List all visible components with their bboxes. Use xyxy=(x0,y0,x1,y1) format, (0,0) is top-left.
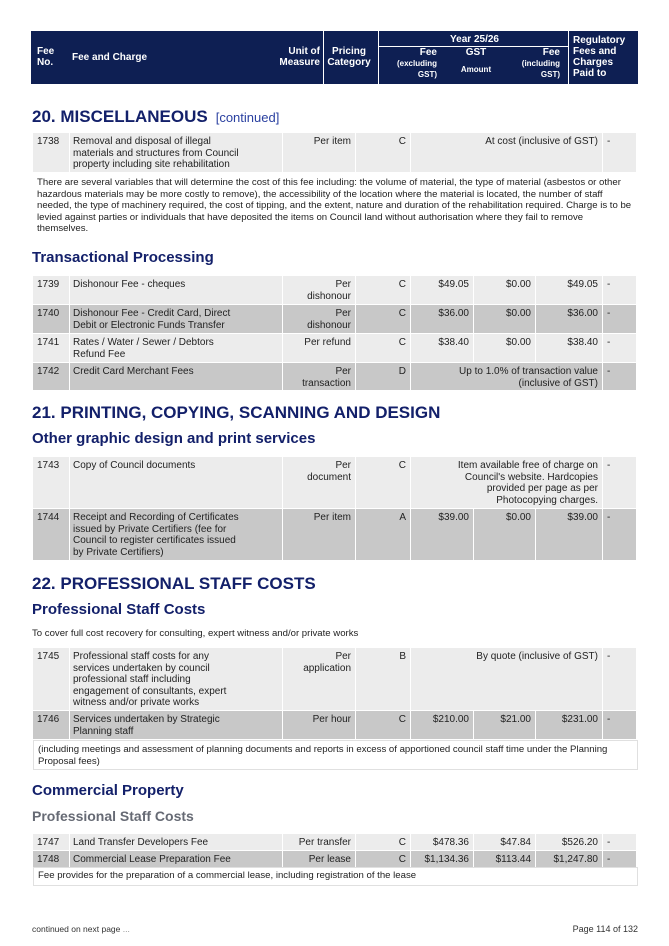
fee-incl-gst: $1,247.80 xyxy=(553,854,598,865)
note-box-1748 xyxy=(33,867,638,886)
hdr-year: Year 25/26 xyxy=(450,34,499,45)
fee-excl-gst: $38.40 xyxy=(438,337,469,348)
note-1748: Fee provides for the preparation of a commercial lease, including registration of the lease xyxy=(38,870,417,881)
pricing-category: C xyxy=(398,714,406,725)
fee-name: Professional staff costs for any services undertaken by council professional staff including engagement of consultants, expert witness and/or private works xyxy=(73,651,227,708)
prof-intro: To cover full cost recovery for consulting, expert witness and/or private works xyxy=(32,628,359,639)
fee-incl-gst: $526.20 xyxy=(561,837,598,848)
table-row xyxy=(33,276,636,304)
gst-amount: $47.84 xyxy=(500,837,531,848)
hdr-gst: GST Amount xyxy=(460,47,492,74)
table-row xyxy=(33,457,636,508)
regulatory-paid-to: - xyxy=(607,136,611,147)
regulatory-paid-to: - xyxy=(607,366,611,377)
unit-of-measure: Per hour xyxy=(312,714,351,725)
unit-of-measure: Per transaction xyxy=(302,366,351,389)
fee-name: Rates / Water / Sewer / Debtors Refund Fee xyxy=(73,337,214,360)
prof-heading: Professional Staff Costs xyxy=(32,601,206,618)
fee-name: Dishonour Fee - cheques xyxy=(73,279,186,290)
gst-amount: $0.00 xyxy=(505,512,531,523)
fee-excl-gst: $478.36 xyxy=(432,837,469,848)
gst-amount: $0.00 xyxy=(505,279,531,290)
fee-no: 1745 xyxy=(37,651,60,662)
hdr-regulatory: Regulatory Fees and Charges Paid to xyxy=(573,35,626,79)
fee-name: Services undertaken by Strategic Planning staff xyxy=(73,714,220,737)
hdr-unit: Unit of Measure xyxy=(279,46,320,68)
table-row xyxy=(33,334,636,362)
fee-no: 1747 xyxy=(37,837,60,848)
fee-no: 1739 xyxy=(37,279,60,290)
table-row xyxy=(33,133,636,172)
fee-incl-gst: $231.00 xyxy=(561,714,598,725)
gst-amount: $0.00 xyxy=(505,337,531,348)
section-21-title: 21. PRINTING, COPYING, SCANNING AND DESIGN xyxy=(32,403,441,422)
hdr-fee-excl: Fee (excluding GST) xyxy=(396,47,437,79)
transactional-heading: Transactional Processing xyxy=(32,249,214,266)
fee-span-text: Item available free of charge on Council's website. Hardcopies provided per page as per Photocopying charges. xyxy=(457,460,598,506)
hdr-fee-incl: Fee (including GST) xyxy=(521,47,560,79)
regulatory-paid-to: - xyxy=(607,854,611,865)
fee-name: Copy of Council documents xyxy=(73,460,196,471)
fee-name: Land Transfer Developers Fee xyxy=(73,837,209,848)
pricing-category: C xyxy=(398,837,406,848)
regulatory-paid-to: - xyxy=(607,837,611,848)
fee-no: 1740 xyxy=(37,308,60,319)
fee-no: 1742 xyxy=(37,366,60,377)
prof2-heading: Professional Staff Costs xyxy=(32,808,194,824)
note-box-1746 xyxy=(33,740,638,770)
unit-of-measure: Per application xyxy=(303,651,351,674)
unit-of-measure: Per document xyxy=(307,460,351,483)
note-1746: (including meetings and assessment of planning documents and reports in excess of apportioned council staff time under the Planning Proposal fees) xyxy=(38,744,608,767)
pricing-category: C xyxy=(398,337,406,348)
fee-incl-gst: $36.00 xyxy=(567,308,598,319)
fee-excl-gst: $49.05 xyxy=(438,279,469,290)
fee-no: 1748 xyxy=(37,854,60,865)
fee-excl-gst: $36.00 xyxy=(438,308,469,319)
table-row xyxy=(33,509,636,560)
unit-of-measure: Per refund xyxy=(304,337,351,348)
pricing-category: C xyxy=(398,136,406,147)
graphic-heading: Other graphic design and print services xyxy=(32,430,316,447)
fee-no: 1741 xyxy=(37,337,60,348)
fee-no: 1743 xyxy=(37,460,60,471)
section-22-title: 22. PROFESSIONAL STAFF COSTS xyxy=(32,574,316,593)
gst-amount: $0.00 xyxy=(505,308,531,319)
pricing-category: A xyxy=(399,512,406,523)
fee-name: Removal and disposal of illegal materials and structures from Council property including site rehabilitation xyxy=(73,136,239,170)
regulatory-paid-to: - xyxy=(607,308,611,319)
fee-excl-gst: $1,134.36 xyxy=(424,854,469,865)
unit-of-measure: Per dishonour xyxy=(307,308,351,331)
table-row xyxy=(33,305,636,333)
hdr-pricing: Pricing Category xyxy=(327,46,371,68)
fee-incl-gst: $49.05 xyxy=(567,279,598,290)
fee-excl-gst: $39.00 xyxy=(438,512,469,523)
hdr-fee-charge: Fee and Charge xyxy=(72,52,148,63)
regulatory-paid-to: - xyxy=(607,460,611,471)
table-header xyxy=(31,31,638,84)
hdr-fee-no: Fee No. xyxy=(37,46,55,68)
regulatory-paid-to: - xyxy=(607,512,611,523)
pricing-category: C xyxy=(398,460,406,471)
regulatory-paid-to: - xyxy=(607,279,611,290)
fee-no: 1744 xyxy=(37,512,60,523)
fee-incl-gst: $38.40 xyxy=(567,337,598,348)
unit-of-measure: Per transfer xyxy=(298,837,351,848)
unit-of-measure: Per dishonour xyxy=(307,279,351,302)
fee-no: 1746 xyxy=(37,714,60,725)
fee-name: Credit Card Merchant Fees xyxy=(73,366,194,377)
fee-name: Dishonour Fee - Credit Card, Direct Debit or Electronic Funds Transfer xyxy=(73,308,231,331)
section-20-title: 20. MISCELLANEOUS [continued] xyxy=(32,107,280,126)
table-row xyxy=(33,851,636,867)
pricing-category: C xyxy=(398,279,406,290)
commercial-heading: Commercial Property xyxy=(32,782,184,799)
fee-incl-gst: $39.00 xyxy=(567,512,598,523)
fee-name: Receipt and Recording of Certificates issued by Private Certifiers (fee for Council to register certificates issued by Private Certifiers) xyxy=(73,512,239,558)
fee-span-text: Up to 1.0% of transaction value (inclusive of GST) xyxy=(459,366,598,389)
regulatory-paid-to: - xyxy=(607,337,611,348)
fee-span-text: By quote (inclusive of GST) xyxy=(476,651,598,662)
pricing-category: B xyxy=(399,651,406,662)
gst-amount: $113.44 xyxy=(495,854,531,865)
table-row xyxy=(33,363,636,390)
page-number: Page 114 of 132 xyxy=(572,924,638,934)
fee-span-text: At cost (inclusive of GST) xyxy=(485,136,598,147)
gst-amount: $21.00 xyxy=(500,714,531,725)
regulatory-paid-to: - xyxy=(607,651,611,662)
note-1738: There are several variables that will determine the cost of this fee including: the volume of material, the type of material (asbestos or other hazardous materials may be more costly to remove), the accessibility of the location where the material is located, the number of staff needed, the type of machinery required, the cost of tipping, and the extent, nature and duration of the rehabilitation required. Charge is to be levied against parties or individuals that have deposited the items on Council land without authorisation where they fail to remove themselves. xyxy=(37,177,632,235)
fee-no: 1738 xyxy=(37,136,60,147)
pricing-category: D xyxy=(398,366,406,377)
fee-excl-gst: $210.00 xyxy=(432,714,469,725)
regulatory-paid-to: - xyxy=(607,714,611,725)
fee-name: Commercial Lease Preparation Fee xyxy=(73,854,231,865)
footer-continued: continued on next page ... xyxy=(32,924,130,934)
unit-of-measure: Per item xyxy=(313,512,351,523)
unit-of-measure: Per item xyxy=(313,136,351,147)
unit-of-measure: Per lease xyxy=(308,854,351,865)
table-row xyxy=(33,834,636,850)
pricing-category: C xyxy=(398,854,406,865)
pricing-category: C xyxy=(398,308,406,319)
table-row xyxy=(33,711,636,739)
table-row xyxy=(33,648,636,710)
